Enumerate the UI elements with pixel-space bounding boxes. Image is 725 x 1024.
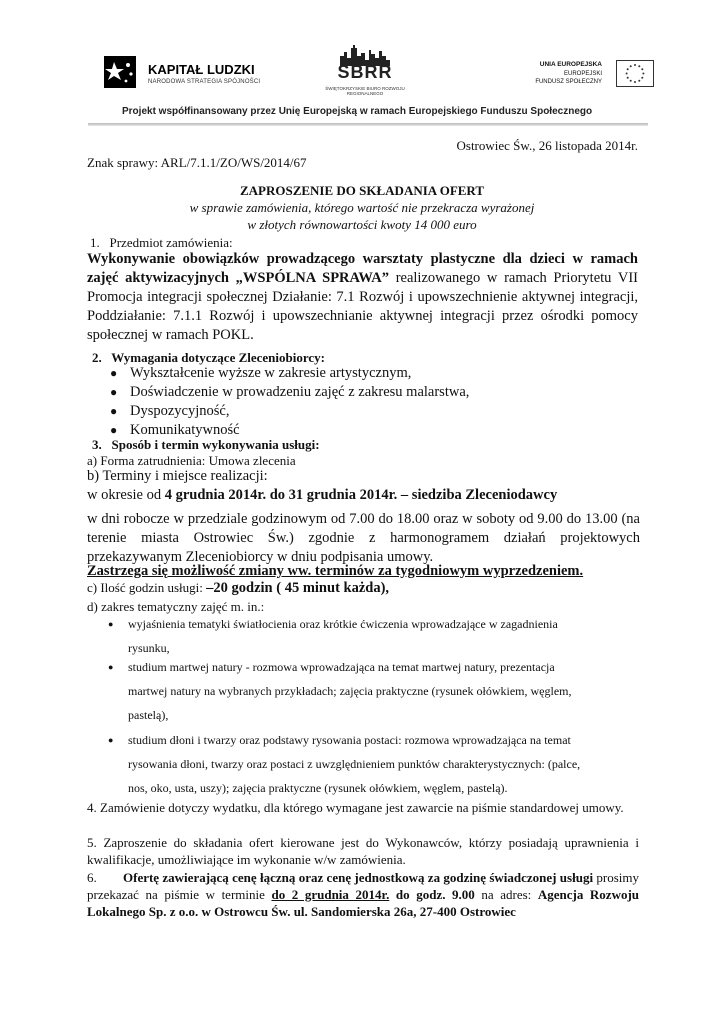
section-1-rest: realizowanego w ramach Priorytetu VII Promocja integracji społecznej Działanie: 7.1 Rozwój i upowszechnienie aktywnej integracji, Poddziałanie: 7.1.1 Rozwój i upowszechnianie aktywnej integracji przez ośrodki pomocy społecznej w ramach POKL. [87,270,638,343]
kapital-ludzki-emblem-icon [104,52,142,92]
place-date: Ostrowiec Św., 26 listopada 2014r. [456,138,638,153]
kapital-ludzki-logo [104,52,284,92]
requirement-item: ● Doświadczenie w prowadzeniu zajęć z zakresu malarstwa, [110,384,470,400]
schedule-change-note: Zastrzega się możliwość zmiany ww. terminów za tygodniowym wyprzedzeniem. [87,563,584,579]
sbrr-caption: ŚWIĘTOKRZYSKIE BIURO ROZWOJU REGIONALNEGO [325,86,405,96]
service-period: w okresie od 4 grudnia 2014r. do 31 grudnia 2014r. – siedziba Zleceniodawcy [87,487,558,503]
header-divider [88,123,648,126]
topic-item: ● studium martwej natury - rozmowa wprowadzająca na temat martwej natury, prezentacja martwej natury na wybranych przykładach; zajęcia praktyczne (rysunek ołówkiem, węglem, pastelą), [108,655,628,727]
kapital-ludzki-subtitle: NARODOWA STRATEGIA SPÓJNOŚCI [148,79,261,85]
terms-heading: b) Terminy i miejsce realizacji: [87,468,268,484]
employment-form: a) Forma zatrudnienia: Umowa zlecenia [87,453,296,468]
section-6-text: 6. Ofertę zawierającą cenę łączną oraz cenę jednostkową za godzinę świadczonej usługi prosimy przekazać na piśmie w terminie do 2 grudnia 2014r. do godz. 9.00 na adres: Agencja Rozwoju Lokalnego Sp. z o.o. w Ostrowcu Św. ul. Sandomierska 26a, 27-400 Ostrowiec [87,870,640,919]
section-1-bold: Wykonywanie obowiązków prowadzącego warsztaty plastyczne dla dzieci w ramach zajęć aktywizacyjnych „WSPÓLNA SPRAWA” [87,251,638,286]
requirement-item: ● Dyspozycyjność, [110,403,230,419]
section-4-text: 4. Zamówienie dotyczy wydatku, dla którego wymagane jest zawarcie na piśmie standardowej umowy. [87,800,624,815]
case-reference: Znak sprawy: ARL/7.1.1/ZO/WS/2014/67 [87,155,307,170]
submission-deadline: do 2 grudnia 2014r. [271,887,390,902]
service-period-dates: 4 grudnia 2014r. do 31 grudnia 2014r. – siedziba Zleceniodawcy [164,487,558,503]
topics-heading: d) zakres tematyczny zajęć m. in.: [87,599,265,614]
section-6-bold: Ofertę zawierającą cenę łączną oraz cenę jednostkową za godzinę świadczonej usługi [123,870,594,885]
bullet-icon: ● [110,423,118,437]
section-3-heading: 3. Sposób i termin wykonywania usługi: [92,437,320,452]
service-hours-count: c) Ilość godzin usługi: –20 godzin ( 45 minut każda), [87,580,390,596]
bullet-icon: ● [108,619,114,629]
eu-label-2: EUROPEJSKI [563,71,602,77]
requirement-item: ● Wykształcenie wyższe w zakresie artystycznym, [110,365,412,381]
cofinanced-note: Projekt współfinansowany przez Unię Europejską w ramach Europejskiego Funduszu Społecznego [122,106,593,117]
eu-logo [536,59,654,93]
sbrr-logo [325,44,405,102]
sbrr-mark: ŚBRR [337,62,393,82]
bullet-icon: ● [110,404,118,418]
service-hours-count-value: –20 godzin ( 45 minut każda), [206,580,390,596]
submission-time: do godz. 9.00 [389,887,475,902]
bullet-icon: ● [110,385,118,399]
bullet-icon: ● [108,662,114,672]
kapital-ludzki-title: KAPITAŁ LUDZKI [148,62,255,77]
section-6-number: 6. [87,870,97,885]
eu-label-1: UNIA EUROPEJSKA [539,61,602,68]
requirement-item: ● Komunikatywność [110,422,240,438]
requirements-list [110,364,610,440]
eu-label-3: FUNDUSZ SPOŁECZNY [535,79,602,85]
eu-flag-icon [616,60,654,87]
section-1-heading: 1. Przedmiot zamówienia: [90,235,233,250]
section-1-text [87,250,638,345]
topic-item: ● wyjaśnienia tematyki światłocienia oraz krótkie ćwiczenia wprowadzające w zagadnienia rysunku, [108,612,628,660]
service-hours: w dni robocze w przedziale godzinowym od 7.00 do 18.00 oraz w soboty od 9.00 do 13.00 (na terenie miasta Ostrowiec Św.) zgodnie z harmonogramem działań projektowych przekazywanym Zleceniobiorcy w dniu podpisania umowy. [87,511,640,565]
document-subtitle-2: w złotych równowartości kwoty 14 000 euro [247,217,477,232]
section-5-text: 5. Zaproszenie do składania ofert kierowane jest do Wykonawców, którzy posiadają uprawnienia i kwalifikacje, umożliwiające im wykonanie w/w zamówienia. [87,835,639,867]
document-subtitle-1: w sprawie zamówienia, którego wartość nie przekracza wyrażonej [189,200,535,215]
section-2-heading: 2. Wymagania dotyczące Zleceniobiorcy: [92,350,326,365]
document-title: ZAPROSZENIE DO SKŁADANIA OFERT [239,183,485,198]
bullet-icon: ● [108,735,114,745]
bullet-icon: ● [110,366,118,380]
topic-item: ● studium dłoni i twarzy oraz podstawy rysowania postaci: rozmowa wprowadzająca na temat rysowania dłoni, twarzy oraz postaci z uwzględnieniem punktów charakterystycznych: (palce, nos, oko, usta, uszy); zajęcia praktyczne (rysunek ołówkiem, węglem, pastelą). [108,728,628,800]
submission-address: Agencja Rozwoju Lokalnego Sp. z o.o. w Ostrowcu Św. ul. Sandomierska 26a, 27-400 Ostrowiec [87,887,640,919]
